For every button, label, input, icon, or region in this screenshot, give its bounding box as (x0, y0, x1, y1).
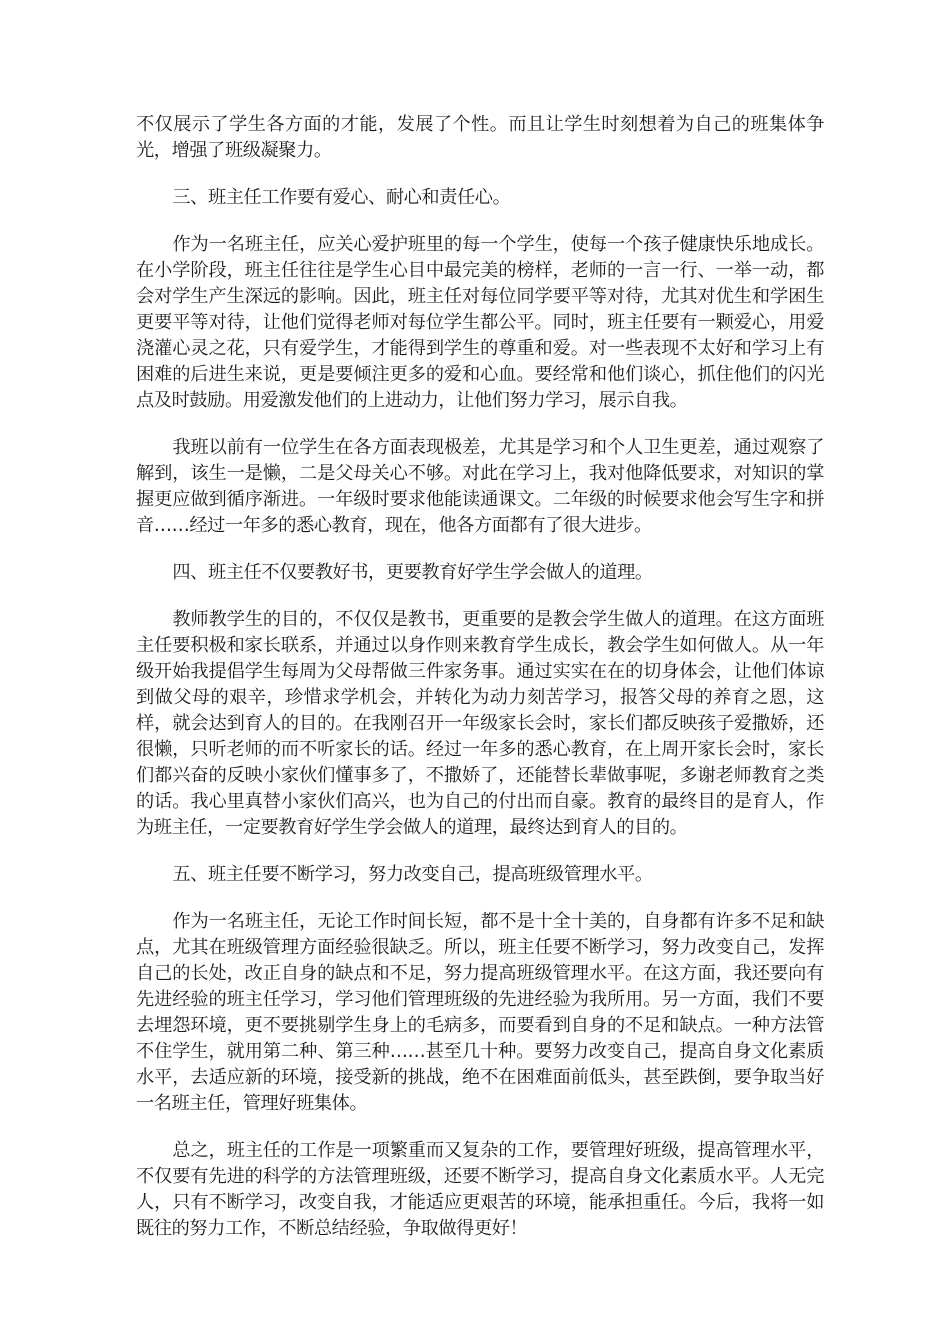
paragraph: 作为一名班主任，应关心爱护班里的每一个学生，使每一个孩子健康快乐地成长。在小学阶段，班主任往往是学生心目中最完美的榜样，老师的一言一行、一举一动，都会对学生产生深远的影响。因此，班主任对每位同学要平等对待，尤其对优生和学困生更要平等对待，让他们觉得老师对每位学生都公平。同时，班主任要有一颗爱心，用爱浇灌心灵之花，只有爱学生，才能得到学生的尊重和爱。对一些表现不太好和学习上有困难的后进生来说，更是要倾注更多的爱和心血。要经常和他们谈心，抓住他们的闪光点及时鼓励。用爱激发他们的上进动力，让他们努力学习，展示自我。 (136, 234, 824, 411)
section-heading-5: 五、班主任要不断学习，努力改变自己，提高班级管理水平。 (172, 864, 653, 885)
paragraph: 作为一名班主任，无论工作时间长短，都不是十全十美的，自身都有许多不足和缺点，尤其在班级管理方面经验很缺乏。所以，班主任要不断学习，努力改变自己，发挥自己的长处，改正自身的缺点和不足，努力提高班级管理水平。在这方面，我还要向有先进经验的班主任学习，学习他们管理班级的先进经验为我所用。另一方面，我们不要去埋怨环境，更不要挑剔学生身上的毛病多，而要看到自身的不足和缺点。一种方法管不住学生，就用第二种、第三种……甚至几十种。要努力改变自己，提高自身文化素质水平，去适应新的环境，接受新的挑战，绝不在困难面前低头，甚至跌倒，要争取当好一名班主任，管理好班集体。 (136, 911, 824, 1114)
section-heading-4: 四、班主任不仅要教好书，更要教育好学生学会做人的道理。 (172, 562, 653, 583)
section-heading-3: 三、班主任工作要有爱心、耐心和责任心。 (172, 187, 511, 208)
paragraph: 教师教学生的目的，不仅仅是教书，更重要的是教会学生做人的道理。在这方面班主任要积极和家长联系，并通过以身作则来教育学生成长，教会学生如何做人。从一年级开始我提倡学生每周为父母帮做三件家务事。通过实实在在的切身体会，让他们体谅到做父母的艰辛，珍惜求学机会，并转化为动力刻苦学习，报答父母的养育之恩，这样，就会达到育人的目的。在我刚召开一年级家长会时，家长们都反映孩子爱撒娇，还很懒，只听老师的而不听家长的话。经过一年多的悉心教育，在上周开家长会时，家长们都兴奋的反映小家伙们懂事多了，不撒娇了，还能替长辈做事呢，多谢老师教育之类的话。我心里真替小家伙们高兴，也为自己的付出而自豪。教育的最终目的是育人，作为班主任，一定要教育好学生学会做人的道理，最终达到育人的目的。 (136, 609, 824, 838)
paragraph-continuation: 不仅展示了学生各方面的才能，发展了个性。而且让学生时刻想着为自己的班集体争光，增强了班级凝聚力。 (136, 114, 824, 161)
paragraph-conclusion: 总之，班主任的工作是一项繁重而又复杂的工作，要管理好班级，提高管理水平，不仅要有先进的科学的方法管理班级，还要不断学习，提高自身文化素质水平。人无完人，只有不断学习，改变自我，才能适应更艰苦的环境，能承担重任。今后，我将一如既往的努力工作，不断总结经验，争取做得更好！ (136, 1140, 824, 1239)
paragraph: 我班以前有一位学生在各方面表现极差，尤其是学习和个人卫生更差，通过观察了解到，该生一是懒，二是父母关心不够。对此在学习上，我对他降低要求，对知识的掌握更应做到循序渐进。一年级时要求他能读通课文。二年级的时候要求他会写生字和拼音……经过一年多的悉心教育，现在，他各方面都有了很大进步。 (136, 437, 824, 536)
document-body (136, 112, 824, 1242)
